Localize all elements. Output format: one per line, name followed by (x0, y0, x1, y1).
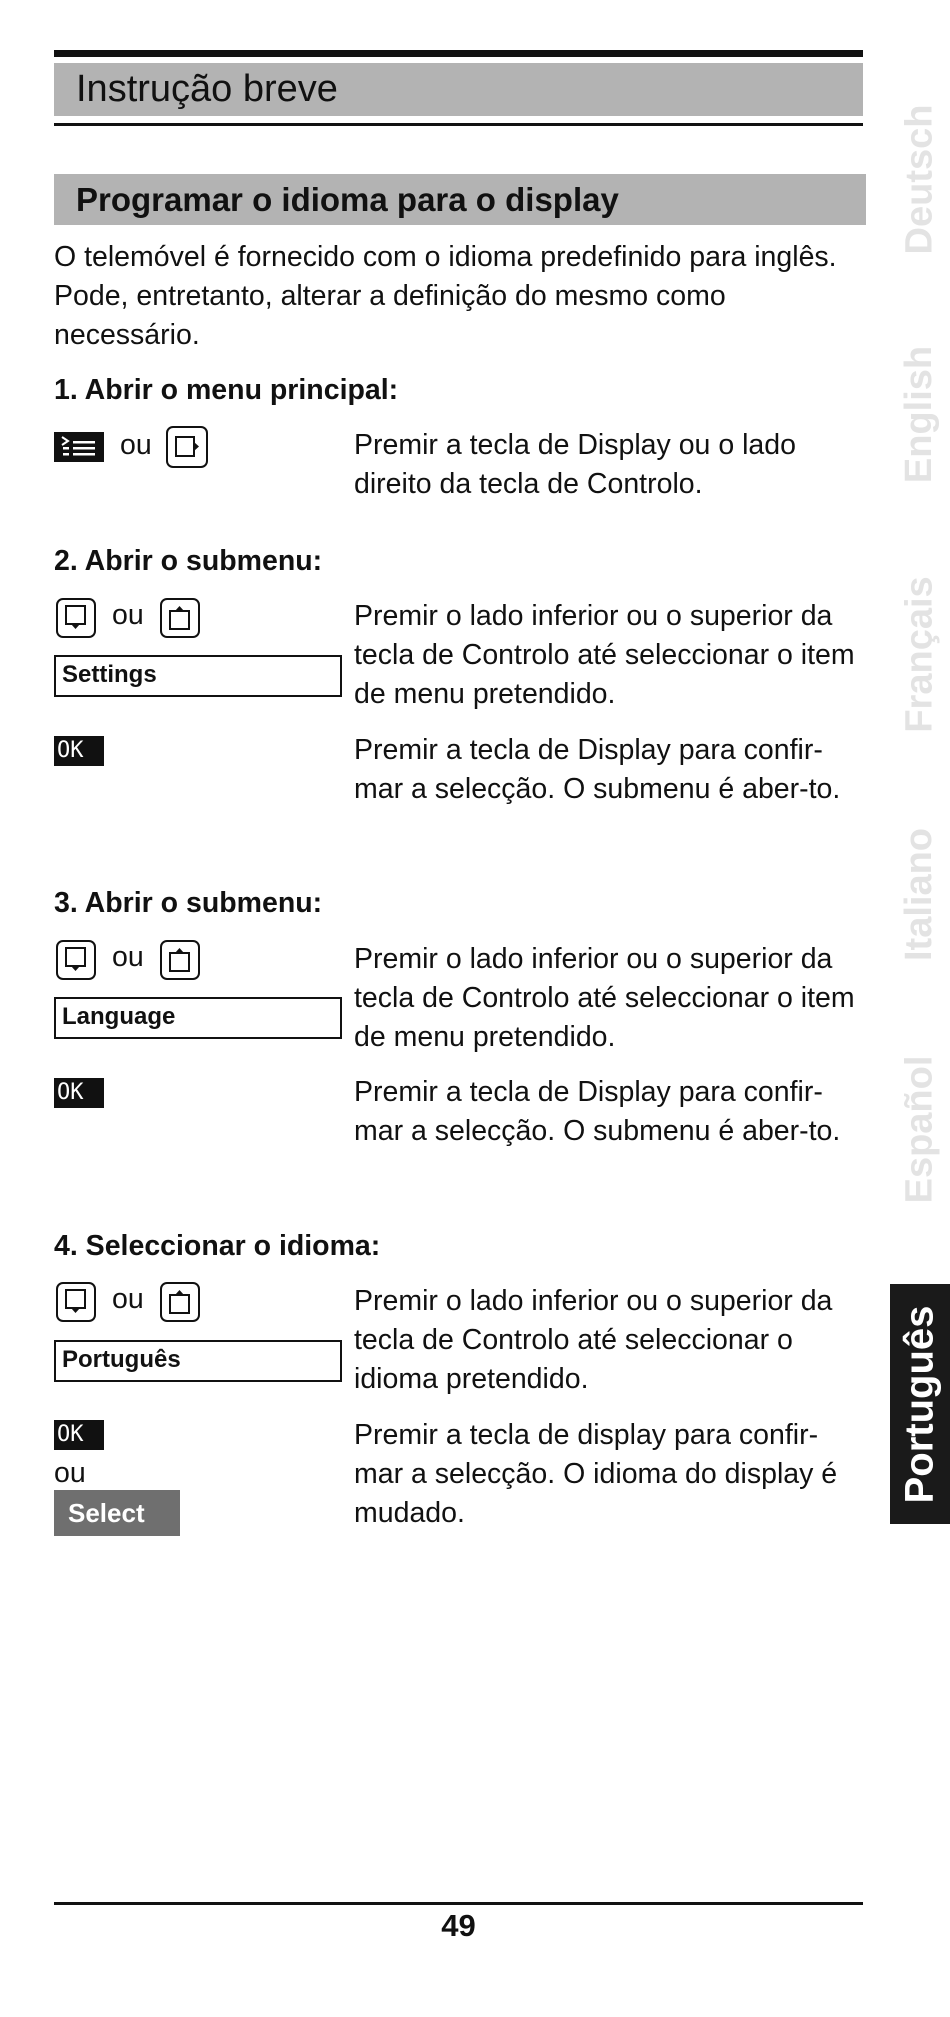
control-key-up-icon (160, 598, 200, 638)
tab-label: English (898, 345, 941, 483)
step-2-ok-description: Premir a tecla de Display para confir-mar a selecção. O submenu é aber-to. (354, 734, 841, 805)
step-3-heading: 3. Abrir o submenu: (54, 887, 323, 919)
tab-label: Français (898, 575, 941, 733)
select-key: Select (54, 1490, 180, 1536)
page-title: Instrução breve (54, 63, 863, 116)
control-key-up-icon (160, 940, 200, 980)
tab-italiano[interactable] (890, 774, 950, 1014)
step-1-description: Premir a tecla de Display ou o lado direito da tecla de Controlo. (354, 429, 796, 500)
step-2-heading: 2. Abrir o submenu: (54, 545, 323, 577)
tab-label: Español (898, 1055, 941, 1203)
or-text: ou (120, 429, 152, 461)
display-language-option: Português (54, 1340, 342, 1382)
step-3-ok-description: Premir a tecla de Display para confir-mar a selecção. O submenu é aber-to. (354, 1076, 841, 1147)
display-settings: Settings (54, 655, 342, 697)
ok-key: OK (54, 736, 104, 766)
step-3-description: Premir o lado inferior ou o superior da tecla de Controlo até seleccionar o item de menu pretendido. (354, 943, 855, 1053)
control-key-right-icon (166, 426, 208, 468)
ok-key: OK (54, 1420, 104, 1450)
step-4-ok-description: Premir a tecla de display para confir-mar a selecção. O idioma do display é mudado. (354, 1419, 838, 1529)
step-1-heading: 1. Abrir o menu principal: (54, 374, 399, 406)
tab-label: Italiano (898, 827, 941, 961)
top-rule (54, 50, 863, 57)
title-rule (54, 123, 863, 126)
control-key-down-icon (56, 1282, 96, 1322)
or-text: ou (112, 599, 144, 631)
tab-english[interactable] (890, 294, 950, 534)
or-text: ou (54, 1457, 86, 1489)
or-text: ou (112, 1283, 144, 1315)
step-4-description: Premir o lado inferior ou o superior da tecla de Controlo até seleccionar o idioma pretendido. (354, 1285, 833, 1395)
or-text: ou (112, 941, 144, 973)
control-key-up-icon (160, 1282, 200, 1322)
tab-label: Deutsch (898, 104, 941, 254)
tab-espanol[interactable] (890, 1014, 950, 1244)
intro-text: O telemóvel é fornecido com o idioma predefinido para inglês. Pode, entretanto, alterar a definição do mesmo como necessário. (54, 241, 837, 351)
control-key-down-icon (56, 940, 96, 980)
control-key-down-icon (56, 598, 96, 638)
tab-label: Português (897, 1305, 942, 1503)
language-tabs (890, 64, 950, 1524)
step-4-heading: 4. Seleccionar o idioma: (54, 1230, 381, 1262)
ok-key: OK (54, 1078, 104, 1108)
page-number: 49 (441, 1908, 476, 1943)
display-language: Language (54, 997, 342, 1039)
tab-portugues[interactable] (890, 1284, 950, 1524)
step-2-description: Premir o lado inferior ou o superior da tecla de Controlo até seleccionar o item de menu pretendido. (354, 600, 855, 710)
menu-key-icon (54, 432, 104, 462)
section-title: Programar o idioma para o display (54, 174, 866, 225)
tab-francais[interactable] (890, 534, 950, 774)
tab-deutsch[interactable] (890, 64, 950, 294)
